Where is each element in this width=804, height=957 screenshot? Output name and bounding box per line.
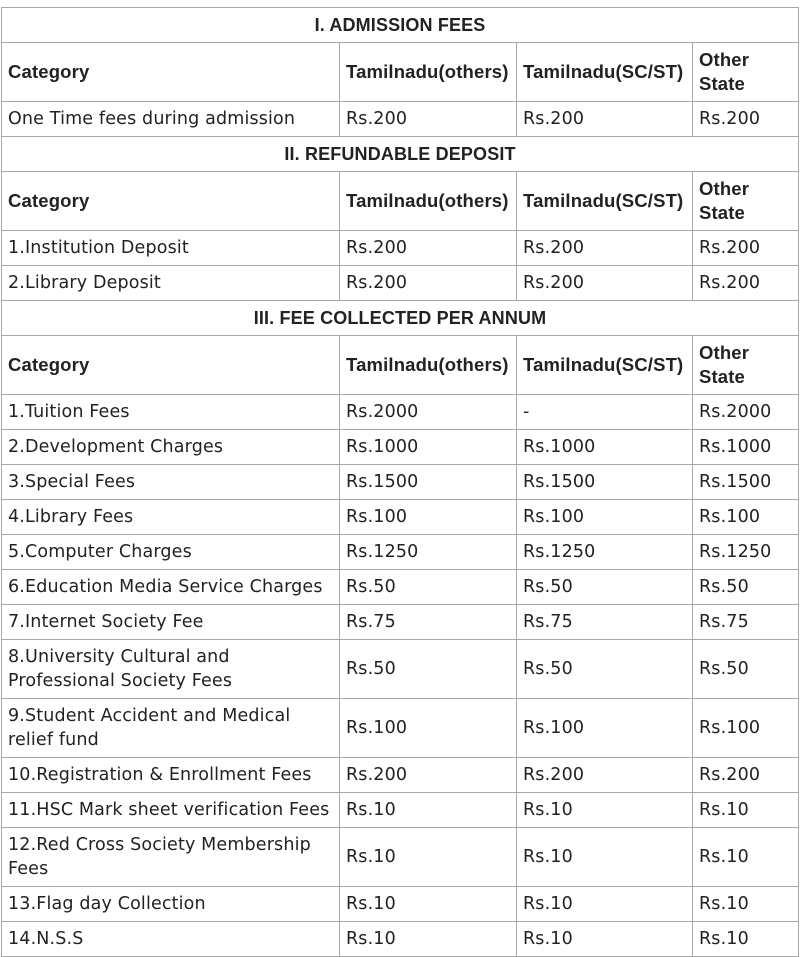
column-header-other-state: Other State xyxy=(693,43,799,102)
fee-cell: Rs.10 xyxy=(693,793,799,828)
fee-cell: Rs.50 xyxy=(693,640,799,699)
table-row xyxy=(2,500,799,535)
category-cell: 4.Library Fees xyxy=(2,500,340,535)
fee-cell: Rs.1500 xyxy=(517,465,693,500)
fee-cell: Rs.75 xyxy=(693,605,799,640)
column-header-tamilnadu-others: Tamilnadu(others) xyxy=(340,43,517,102)
table-row xyxy=(2,570,799,605)
fee-cell: Rs.200 xyxy=(340,266,517,301)
fee-cell: Rs.100 xyxy=(693,500,799,535)
fee-cell: Rs.10 xyxy=(340,922,517,957)
fee-cell: Rs.10 xyxy=(517,922,693,957)
fee-cell: Rs.10 xyxy=(517,793,693,828)
category-cell: 2.Development Charges xyxy=(2,430,340,465)
column-header-tamilnadu-sc-st: Tamilnadu(SC/ST) xyxy=(517,43,693,102)
fee-cell: Rs.10 xyxy=(693,828,799,887)
fee-cell: Rs.100 xyxy=(517,699,693,758)
fee-cell: Rs.1000 xyxy=(693,430,799,465)
column-header-tamilnadu-sc-st: Tamilnadu(SC/ST) xyxy=(517,172,693,231)
fee-cell: Rs.200 xyxy=(517,102,693,137)
header-row xyxy=(2,172,799,231)
fee-cell: Rs.100 xyxy=(517,500,693,535)
fee-cell: Rs.10 xyxy=(340,828,517,887)
category-cell: 1.Tuition Fees xyxy=(2,395,340,430)
fee-cell: Rs.200 xyxy=(340,758,517,793)
fee-cell: Rs.2000 xyxy=(693,395,799,430)
table-row xyxy=(2,535,799,570)
fee-cell: - xyxy=(517,395,693,430)
fee-cell: Rs.50 xyxy=(517,640,693,699)
fee-cell: Rs.50 xyxy=(693,570,799,605)
fee-cell: Rs.10 xyxy=(340,793,517,828)
header-row xyxy=(2,336,799,395)
fee-cell: Rs.200 xyxy=(693,266,799,301)
fee-cell: Rs.1000 xyxy=(517,430,693,465)
fee-cell: Rs.100 xyxy=(340,500,517,535)
table-row xyxy=(2,793,799,828)
table-row xyxy=(2,828,799,887)
column-header-tamilnadu-others: Tamilnadu(others) xyxy=(340,336,517,395)
fee-cell: Rs.75 xyxy=(517,605,693,640)
fee-cell: Rs.2000 xyxy=(340,395,517,430)
category-cell: 5.Computer Charges xyxy=(2,535,340,570)
category-cell: 10.Registration & Enrollment Fees xyxy=(2,758,340,793)
fee-cell: Rs.50 xyxy=(340,640,517,699)
fee-cell: Rs.200 xyxy=(517,266,693,301)
category-cell: 7.Internet Society Fee xyxy=(2,605,340,640)
fee-cell: Rs.200 xyxy=(693,758,799,793)
fee-cell: Rs.1250 xyxy=(693,535,799,570)
fee-cell: Rs.10 xyxy=(340,887,517,922)
fee-cell: Rs.75 xyxy=(340,605,517,640)
category-cell: 6.Education Media Service Charges xyxy=(2,570,340,605)
fee-cell: Rs.200 xyxy=(340,231,517,266)
column-header-tamilnadu-sc-st: Tamilnadu(SC/ST) xyxy=(517,336,693,395)
fee-cell: Rs.10 xyxy=(517,887,693,922)
table-row xyxy=(2,887,799,922)
fee-cell: Rs.1250 xyxy=(517,535,693,570)
table-row xyxy=(2,395,799,430)
fee-cell: Rs.1500 xyxy=(340,465,517,500)
fee-cell: Rs.100 xyxy=(693,699,799,758)
fee-cell: Rs.10 xyxy=(693,922,799,957)
section-title: II. REFUNDABLE DEPOSIT xyxy=(2,137,799,172)
column-header-category: Category xyxy=(2,172,340,231)
fee-cell: Rs.200 xyxy=(340,102,517,137)
section-title-row xyxy=(2,137,799,172)
column-header-tamilnadu-others: Tamilnadu(others) xyxy=(340,172,517,231)
table-row xyxy=(2,640,799,699)
table-row xyxy=(2,465,799,500)
category-cell: 1.Institution Deposit xyxy=(2,231,340,266)
section-title: III. FEE COLLECTED PER ANNUM xyxy=(2,301,799,336)
fee-cell: Rs.100 xyxy=(340,699,517,758)
section-title-row xyxy=(2,8,799,43)
table-row xyxy=(2,430,799,465)
table-row xyxy=(2,605,799,640)
table-row xyxy=(2,922,799,957)
fee-cell: Rs.1250 xyxy=(340,535,517,570)
fee-cell: Rs.200 xyxy=(693,231,799,266)
table-row xyxy=(2,266,799,301)
category-cell: 9.Student Accident and Medical relief fund xyxy=(2,699,340,758)
fees-table xyxy=(1,7,799,957)
category-cell: 11.HSC Mark sheet verification Fees xyxy=(2,793,340,828)
fee-cell: Rs.10 xyxy=(517,828,693,887)
table-row xyxy=(2,758,799,793)
column-header-category: Category xyxy=(2,43,340,102)
table-row xyxy=(2,102,799,137)
category-cell: 2.Library Deposit xyxy=(2,266,340,301)
fee-cell: Rs.200 xyxy=(693,102,799,137)
header-row xyxy=(2,43,799,102)
table-row xyxy=(2,231,799,266)
fee-cell: Rs.1500 xyxy=(693,465,799,500)
category-cell: 13.Flag day Collection xyxy=(2,887,340,922)
table-row xyxy=(2,699,799,758)
category-cell: 8.University Cultural and Professional Society Fees xyxy=(2,640,340,699)
category-cell: 12.Red Cross Society Membership Fees xyxy=(2,828,340,887)
column-header-category: Category xyxy=(2,336,340,395)
fee-cell: Rs.50 xyxy=(340,570,517,605)
section-title: I. ADMISSION FEES xyxy=(2,8,799,43)
fee-cell: Rs.1000 xyxy=(340,430,517,465)
section-title-row xyxy=(2,301,799,336)
fee-cell: Rs.50 xyxy=(517,570,693,605)
column-header-other-state: Other State xyxy=(693,336,799,395)
category-cell: 3.Special Fees xyxy=(2,465,340,500)
category-cell: One Time fees during admission xyxy=(2,102,340,137)
fee-cell: Rs.200 xyxy=(517,231,693,266)
category-cell: 14.N.S.S xyxy=(2,922,340,957)
column-header-other-state: Other State xyxy=(693,172,799,231)
fee-cell: Rs.200 xyxy=(517,758,693,793)
fee-cell: Rs.10 xyxy=(693,887,799,922)
